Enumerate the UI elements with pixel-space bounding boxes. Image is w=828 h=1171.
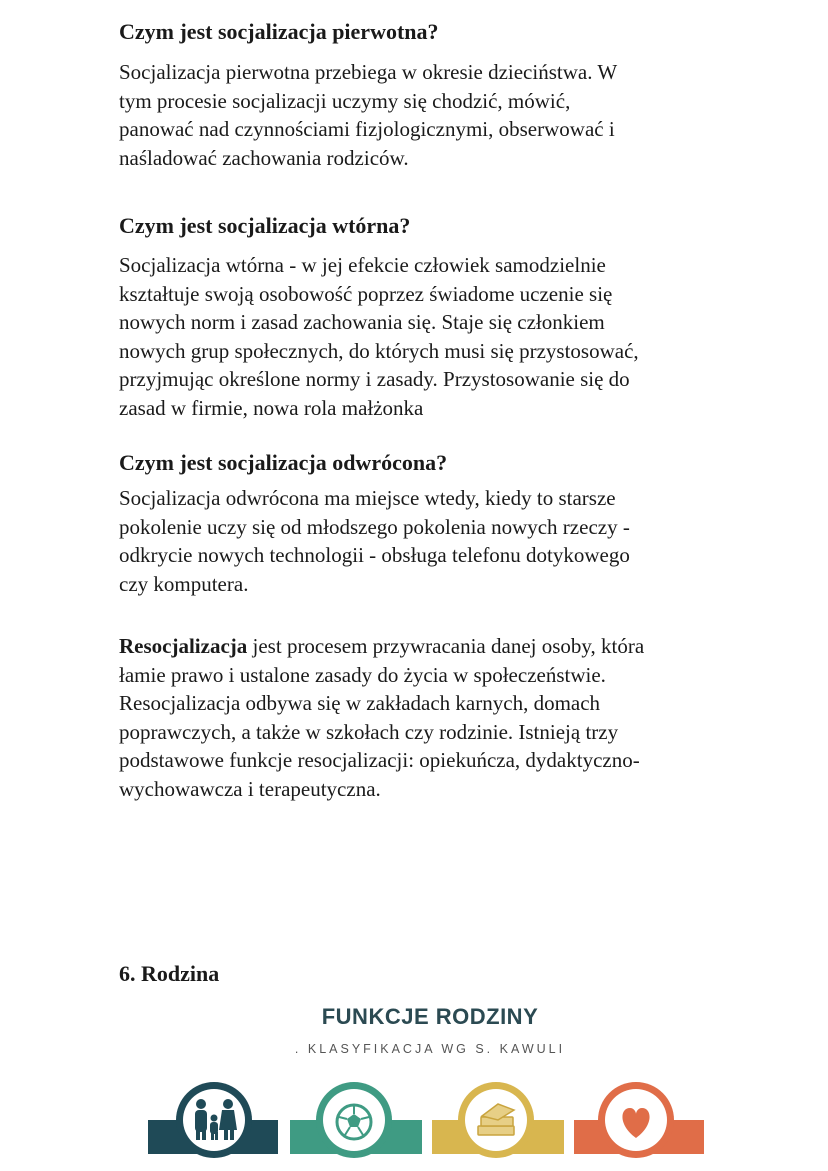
resocjalizacja-term: Resocjalizacja [119, 634, 248, 658]
infographic-funkcje-rodziny [140, 1000, 720, 1171]
text-line: kształtuje swoją osobowość poprzez świadome uczenie się [119, 281, 613, 306]
text-line: czy komputera. [119, 571, 249, 596]
answer-socjalizacja-wtorna [119, 251, 739, 423]
text-line [119, 632, 739, 661]
question-socjalizacja-pierwotna: Czym jest socjalizacja pierwotna? [119, 19, 439, 44]
infographic-graphics [140, 1000, 720, 1171]
text-line: łamie prawo i ustalone zasady do życia w społeczeństwie. [119, 662, 606, 687]
answer-socjalizacja-pierwotna [119, 58, 739, 172]
emotional-function-item [574, 1082, 704, 1158]
culture-function-item [432, 1082, 564, 1158]
text-line: podstawowe funkcje resocjalizacji: opiekuńcza, dydaktyczno- [119, 748, 640, 773]
text-line: panować nad czynnościami fizjologicznymi, obserwować i [119, 117, 615, 142]
family-function-item [148, 1082, 278, 1158]
text-line: tym procesie socjalizacji uczymy się chodzić, mówić, [119, 88, 571, 113]
answer-socjalizacja-odwrocona [119, 484, 739, 598]
text-line: zasad w firmie, nowa rola małżonka [119, 395, 424, 420]
infographic-title: FUNKCJE RODZINY [321, 1004, 539, 1029]
text-line: pokolenie uczy się od młodszego pokolenia nowych rzeczy - [119, 514, 630, 539]
text-line: Socjalizacja pierwotna przebiega w okresie dzieciństwa. W [119, 60, 618, 84]
resocjalizacja-first-line: jest procesem przywracania danej osoby, która [247, 634, 645, 658]
question-socjalizacja-wtorna: Czym jest socjalizacja wtórna? [119, 213, 411, 238]
text-line: nowych grup społecznych, do których musi się przystosować, [119, 338, 639, 363]
education-function-item [290, 1082, 422, 1158]
text-line: wychowawcza i terapeutyczna. [119, 776, 381, 801]
text-line: przyjmując określone normy i zasady. Przystosowanie się do [119, 367, 630, 392]
text-line: odkrycie nowych technologii - obsługa telefonu dotykowego [119, 543, 630, 568]
text-line: Resocjalizacja odbywa się w zakładach karnych, domach [119, 691, 601, 716]
infographic-subtitle: . KLASYFIKACJA WG S. KAWULI [294, 1042, 566, 1056]
text-line: Socjalizacja wtórna - w jej efekcie człowiek samodzielnie [119, 253, 606, 277]
text-line: nowych norm i zasad zachowania się. Staje się członkiem [119, 310, 605, 335]
resocjalizacja-paragraph [119, 632, 739, 804]
text-line: poprawczych, a także w szkołach czy rodzinie. Istnieją trzy [119, 719, 619, 744]
text-line: Socjalizacja odwrócona ma miejsce wtedy, kiedy to starsze [119, 486, 616, 510]
question-socjalizacja-odwrocona: Czym jest socjalizacja odwrócona? [119, 450, 448, 475]
section-heading-rodzina: 6. Rodzina [119, 961, 220, 986]
text-line: naśladować zachowania rodziców. [119, 145, 409, 170]
soccer-ball-icon [337, 1105, 371, 1139]
